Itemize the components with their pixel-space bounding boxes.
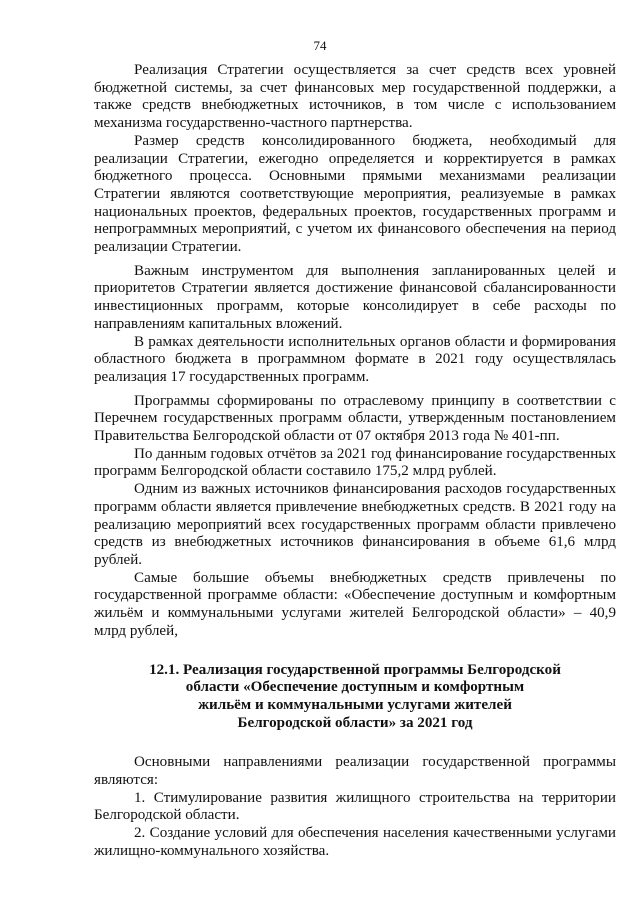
paragraph: В рамках деятельности исполнительных органов области и формирования областного бюджета в программном формате в 2021 году осуществлялась реализация 17 государственных программ. xyxy=(94,333,616,385)
list-item: 2. Создание условий для обеспечения населения качественными услугами жилищно-коммунального хозяйства. xyxy=(94,825,616,859)
section-heading-line: 12.1. Реализация государственной программы Белгородской xyxy=(149,661,561,678)
paragraph: Одним из важных источников финансирования расходов государственных программ области является привлечение внебюджетных средств. В 2021 году на реализацию мероприятий всех государственных программ области привлечено средств из внебюджетных источников финансирования в объеме 61,6 млрд рублей. xyxy=(94,481,616,568)
section-heading-line: области «Обеспечение доступным и комфортным xyxy=(185,679,525,696)
paragraph: Размер средств консолидированного бюджета, необходимый для реализации Стратегии, ежегодно определяется и корректируется в рамках бюджетного процесса. Основными прямыми механизмами реализации Стратегии являются соответствующие мероприятия, реализуемые в рамках национальных проектов, федеральных проектов, государственных программ и непрограммных мероприятий, с учетом их финансового обеспечения на период реализации Стратегии. xyxy=(94,132,616,256)
paragraph: Самые большие объемы внебюджетных средств привлечены по государственной программе области: «Обеспечение доступным и комфортным жильём и коммунальными услугами жителей Белгородской области» – 40,9 млрд рублей, xyxy=(94,569,616,639)
paragraph: Важным инструментом для выполнения запланированных целей и приоритетов Стратегии является достижение финансовой сбалансированности инвестиционных программ, которые консолидирует в себе расходы по направлениям капитальных вложений. xyxy=(94,262,616,332)
section-heading-line: жильём и коммунальными услугами жителей xyxy=(198,696,512,713)
paragraph: Основными направлениями реализации государственной программы являются: xyxy=(94,754,616,789)
section-heading-line: Белгородской области» за 2021 год xyxy=(237,714,473,731)
paragraph: По данным годовых отчётов за 2021 год финансирование государственных программ Белгородской области составило 175,2 млрд рублей. xyxy=(94,445,616,480)
page-number: 74 xyxy=(313,38,327,53)
page-content xyxy=(94,62,616,861)
list-item: 1. Стимулирование развития жилищного строительства на территории Белгородской области. xyxy=(94,789,616,824)
paragraph: Реализация Стратегии осуществляется за счет средств всех уровней бюджетной системы, за счет финансовых мер государственной поддержки, а также средств внебюджетных источников, в том числе с использованием механизма государственно-частного партнерства. xyxy=(94,62,616,132)
section-heading xyxy=(94,662,616,733)
paragraph: Программы сформированы по отраслевому принципу в соответствии с Перечнем государственных программ области, утвержденным постановлением Правительства Белгородской области от 07 октября 2013 года № 401-пп. xyxy=(94,392,616,445)
